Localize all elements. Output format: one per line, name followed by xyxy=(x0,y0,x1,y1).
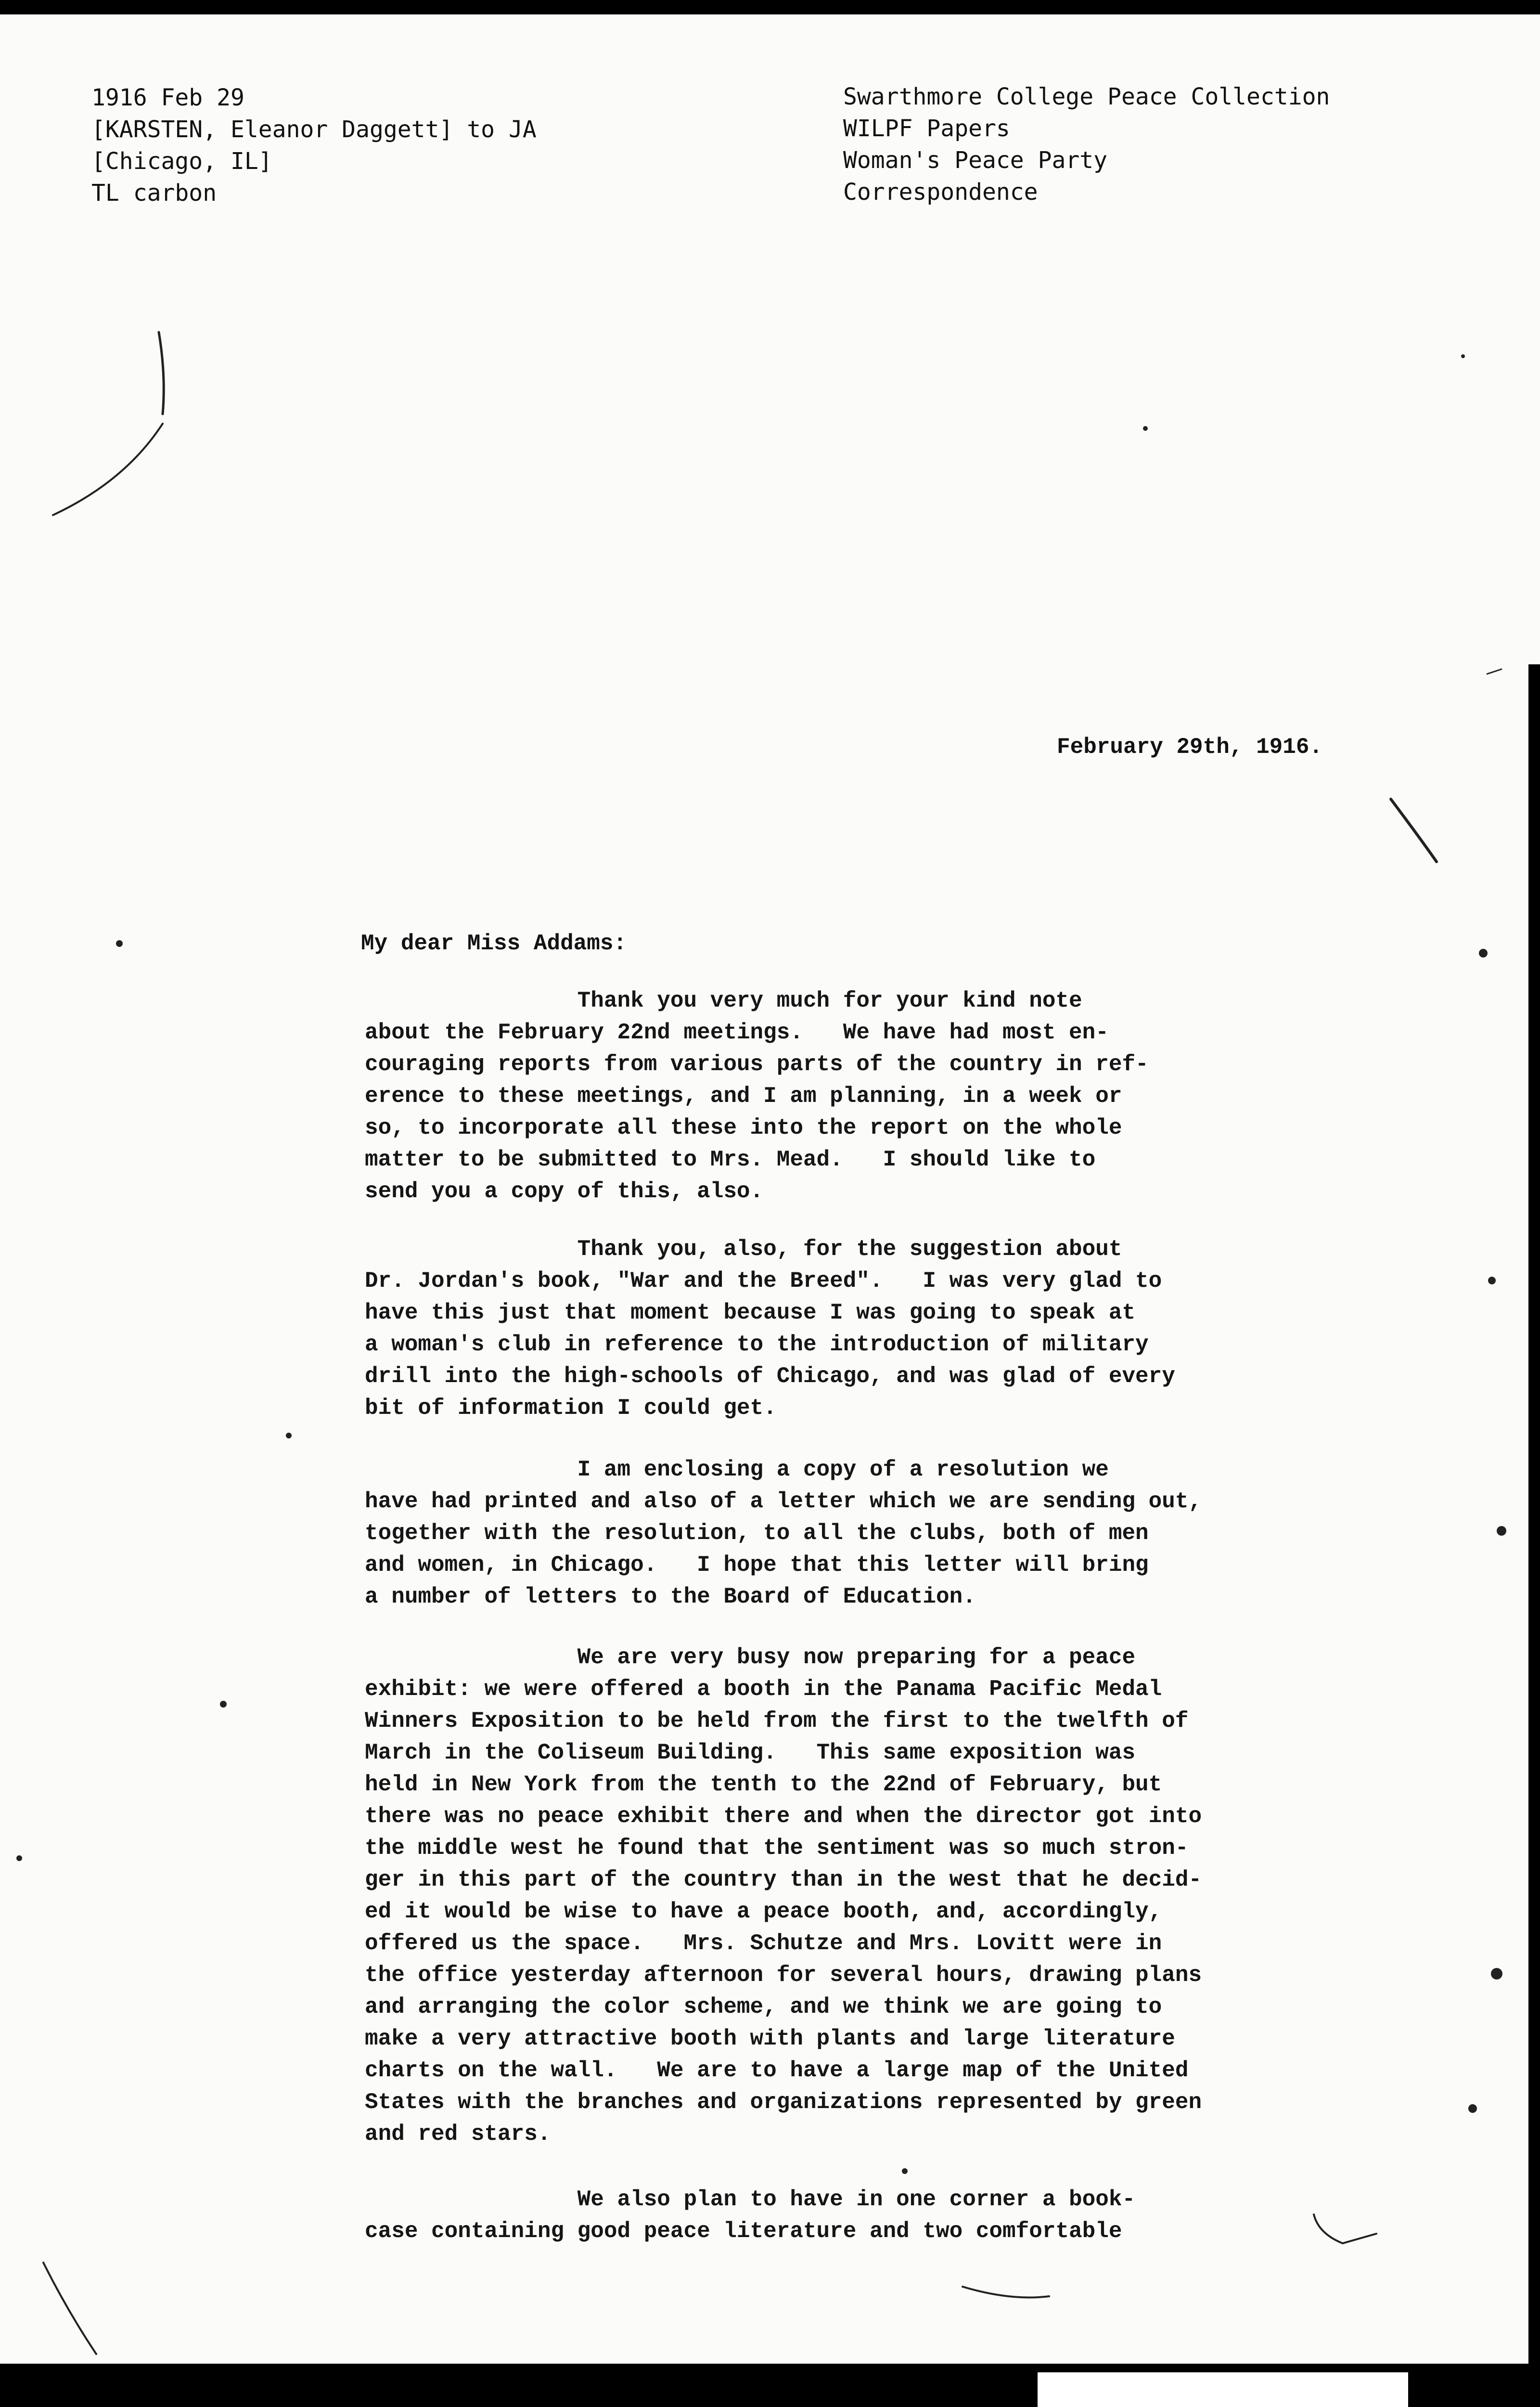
archive-collection xyxy=(843,81,1330,208)
paragraph-line: held in New York from the tenth to the 22nd of February, but xyxy=(365,1772,1162,1797)
paragraph-line: make a very attractive booth with plants and large literature xyxy=(365,2026,1175,2051)
collection-folder: Correspondence xyxy=(843,179,1038,206)
paragraph-line: and arranging the color scheme, and we think we are going to xyxy=(365,1994,1162,2019)
paragraph-line: the middle west he found that the sentiment was so much stron- xyxy=(365,1836,1189,1861)
paragraph-line: erence to these meetings, and I am planning, in a week or xyxy=(365,1084,1122,1109)
paragraph-line: the office yesterday afternoon for several hours, drawing plans xyxy=(365,1963,1202,1988)
paragraph-line: I am enclosing a copy of a resolution we xyxy=(365,1457,1109,1482)
paragraph-line: ed it would be wise to have a peace booth, and, accordingly, xyxy=(365,1899,1162,1924)
letter-date: February 29th, 1916. xyxy=(1057,735,1323,760)
paragraph-line: couraging reports from various parts of the country in ref- xyxy=(365,1052,1149,1077)
paragraph-line: drill into the high-schools of Chicago, and was glad of every xyxy=(365,1364,1175,1389)
paragraph-line: Thank you very much for your kind note xyxy=(365,988,1082,1013)
paragraph-line: send you a copy of this, also. xyxy=(365,1179,764,1204)
paragraph-line: Winners Exposition to be held from the first to the twelfth of xyxy=(365,1708,1189,1734)
paragraph-line: and women, in Chicago. I hope that this letter will bring xyxy=(365,1553,1149,1578)
citation-type: TL carbon xyxy=(91,180,217,207)
paragraph-line: matter to be submitted to Mrs. Mead. I should like to xyxy=(365,1147,1096,1172)
paragraph-line: We also plan to have in one corner a book- xyxy=(365,2187,1136,2212)
collection-series: WILPF Papers xyxy=(843,115,1010,142)
best-copy-stamp xyxy=(1038,2372,1408,2407)
collection-subseries: Woman's Peace Party xyxy=(843,147,1108,174)
paragraph-line: case containing good peace literature and two comfortable xyxy=(365,2219,1122,2244)
paragraph-line: have this just that moment because I was going to speak at xyxy=(365,1300,1136,1325)
paragraph-line: March in the Coliseum Building. This same exposition was xyxy=(365,1740,1136,1765)
letter-paragraph xyxy=(365,985,1327,1207)
paragraph-line: Thank you, also, for the suggestion about xyxy=(365,1237,1122,1262)
paragraph-line: have had printed and also of a letter which we are sending out, xyxy=(365,1489,1202,1514)
letter-paragraph xyxy=(365,1642,1327,2150)
paragraph-line: a number of letters to the Board of Education. xyxy=(365,1584,976,1609)
paragraph-line: Dr. Jordan's book, "War and the Breed". I was very glad to xyxy=(365,1268,1162,1294)
paragraph-line: together with the resolution, to all the clubs, both of men xyxy=(365,1521,1149,1546)
letter-salutation: My dear Miss Addams: xyxy=(361,931,627,956)
paragraph-line: a woman's club in reference to the introduction of military xyxy=(365,1332,1149,1357)
letter-paragraph xyxy=(365,1233,1327,1424)
paragraph-line: so, to incorporate all these into the report on the whole xyxy=(365,1115,1122,1140)
paragraph-line: and red stars. xyxy=(365,2122,551,2147)
paragraph-line: charts on the wall. We are to have a large map of the United xyxy=(365,2058,1189,2083)
paragraph-line: ger in this part of the country than in the west that he decid- xyxy=(365,1867,1202,1892)
citation-date: 1916 Feb 29 xyxy=(91,84,244,111)
paragraph-line: offered us the space. Mrs. Schutze and Mrs. Lovitt were in xyxy=(365,1931,1162,1956)
citation-author: [KARSTEN, Eleanor Daggett] to JA xyxy=(91,116,537,143)
scan-edge-shadow xyxy=(1528,664,1540,2364)
paragraph-line: We are very busy now preparing for a peace xyxy=(365,1645,1136,1670)
collection-name: Swarthmore College Peace Collection xyxy=(843,83,1330,110)
paragraph-line: there was no peace exhibit there and when the director got into xyxy=(365,1804,1202,1829)
paragraph-line: exhibit: we were offered a booth in the Panama Pacific Medal xyxy=(365,1677,1162,1702)
letter-paragraph xyxy=(365,2184,1327,2247)
archive-citation xyxy=(91,82,537,209)
paragraph-line: States with the branches and organizations represented by green xyxy=(365,2090,1202,2115)
citation-place: [Chicago, IL] xyxy=(91,148,272,175)
paragraph-line: bit of information I could get. xyxy=(365,1396,777,1421)
paragraph-line: about the February 22nd meetings. We have had most en- xyxy=(365,1020,1109,1045)
letter-paragraph xyxy=(365,1454,1327,1613)
